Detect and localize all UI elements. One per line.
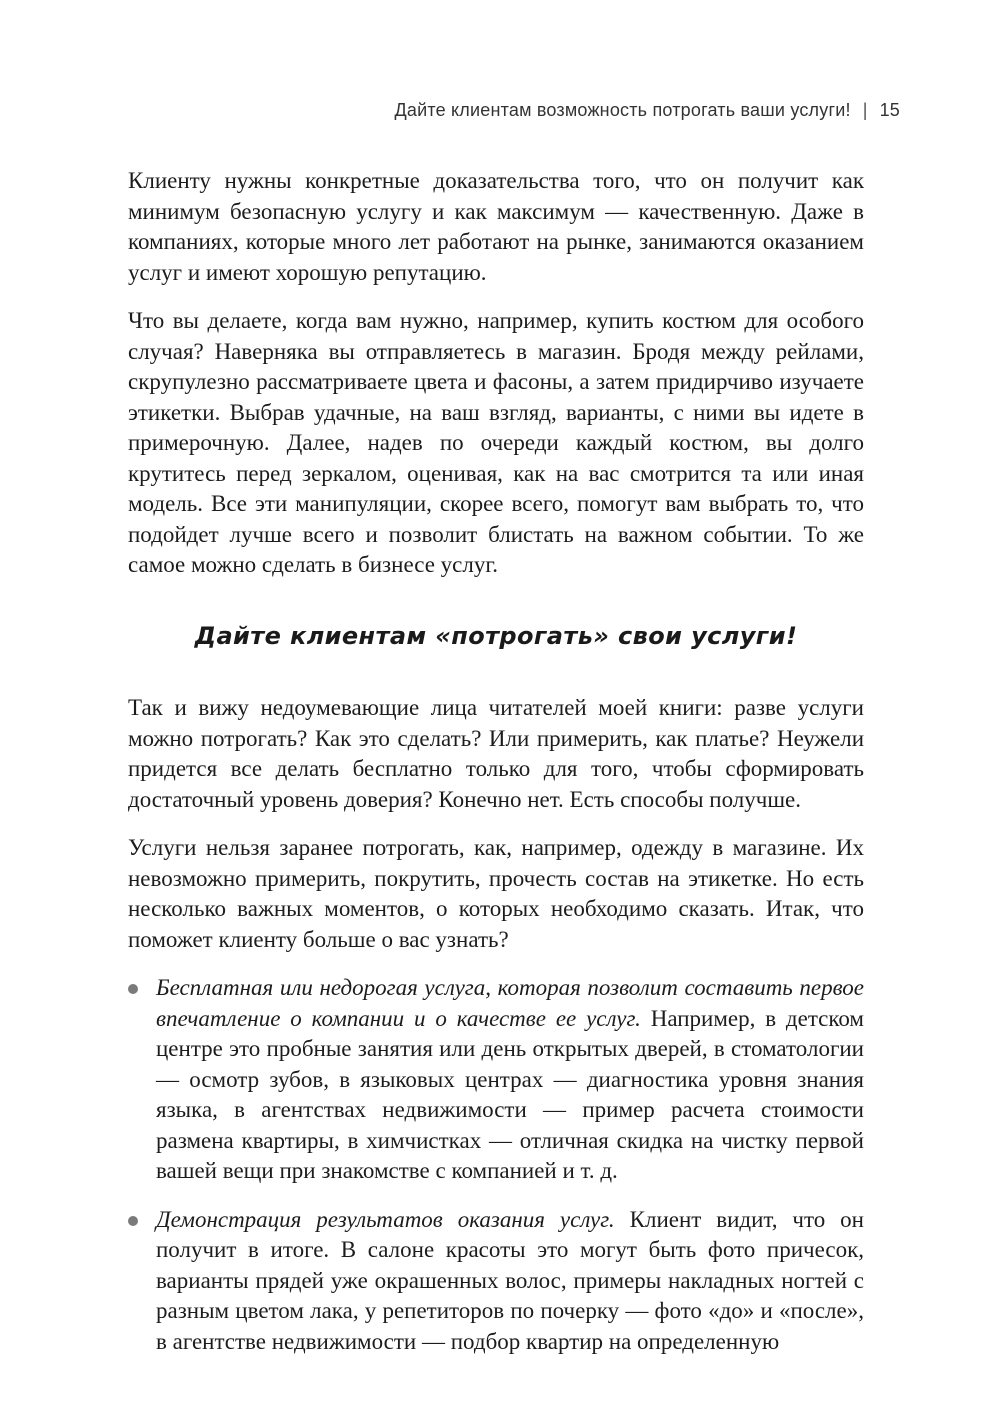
bullet-lead: Бесплатная или недорогая услуга, которая позволит составить первое впечатление о компании и о качестве ее услуг.: [156, 975, 864, 1031]
paragraph-1: Клиенту нужны конкретные доказательства того, что он получит как минимум безопасную услугу и как максимум — качественную. Даже в компаниях, которые много лет работают на рынке, занимаются оказанием услуг и имеют хорошую репутацию.: [128, 168, 864, 285]
bullet-list: [128, 973, 864, 1357]
bullet-text: Например, в детском центре это пробные занятия или день открытых дверей, в стоматологии — осмотр зубов, в языковых центрах — диагностика уровня знания языка, в агентствах недвижимости — пример расчета стоимости размена квартиры, в химчистках — отличная скидка на чистку первой вашей вещи при знакомстве с компанией и т. д.: [156, 1005, 864, 1183]
list-item: [128, 1205, 864, 1358]
paragraph-3: Так и вижу недоумевающие лица читателей моей книги: разве услуги можно потрогать? Как это сделать? Или примерить, как платье? Неужели придется все делать бесплатно только для того, чтобы сформировать достаточный уровень доверия? Конечно нет. Есть способы получше.: [128, 695, 864, 812]
list-item: [128, 973, 864, 1187]
running-title: Дайте клиентам возможность потрогать ваши услуги!: [394, 100, 851, 120]
bullet-lead: Демонстрация результатов оказания услуг.: [156, 1206, 615, 1232]
paragraph-4: Услуги нельзя заранее потрогать, как, например, одежду в магазине. Их невозможно примерить, покрутить, прочесть состав на этикетке. Но есть несколько важных моментов, о которых необходимо сказать. Итак, что поможет клиенту больше о вас узнать?: [128, 835, 864, 952]
paragraph-2: Что вы делаете, когда вам нужно, например, купить костюм для особого случая? Наверняка вы отправляетесь в магазин. Бродя между рейлами, скрупулезно рассматриваете цвета и фасоны, а затем придирчиво изучаете этикетки. Выбрав удачные, на ваш взгляд, варианты, с ними вы идете в примерочную. Далее, надев по очереди каждый костюм, вы долго крутитесь перед зеркалом, оценивая, как на вас смотрится та или иная модель. Все эти манипуляции, скорее всего, помогут вам выбрать то, что подойдет лучше всего и позволит блистать на важном событии. То же самое можно сделать в бизнесе услуг.: [128, 308, 864, 577]
header-separator: |: [862, 100, 868, 120]
page-number: 15: [879, 100, 900, 120]
bullet-icon: [128, 1216, 138, 1226]
running-head: [395, 100, 900, 121]
section-title: Дайте клиентам «потрогать» свои услуги!: [194, 621, 798, 650]
page-body: [128, 166, 864, 1375]
bullet-icon: [128, 984, 138, 994]
bullet-text: Клиент видит, что он получит в итоге. В салоне красоты это могут быть фото причесок, варианты прядей уже окрашенных волос, примеры накладных ногтей с разным цветом лака, у репетиторов по почерку — фото «до» и «после», в агентстве недвижимости — подбор квартир на определенную: [156, 1206, 864, 1354]
